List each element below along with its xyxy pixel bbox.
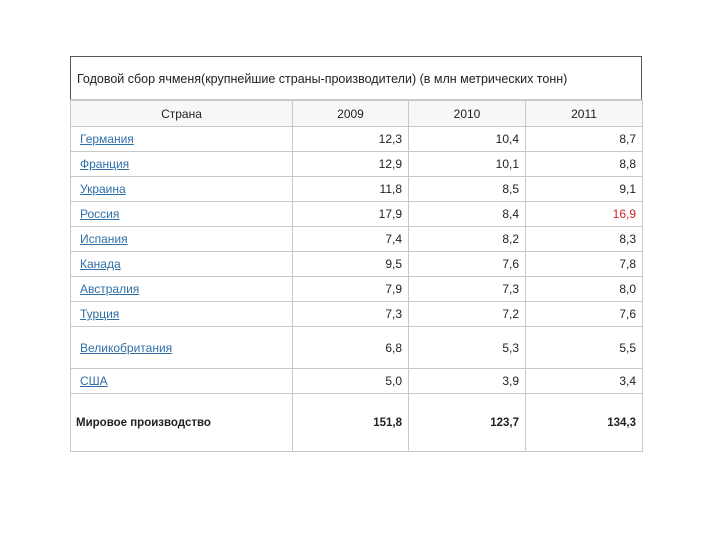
country-link-france[interactable]: Франция	[80, 157, 130, 171]
cell-2009: 5,0	[293, 369, 409, 394]
table-row	[71, 152, 643, 177]
cell-2011: 8,7	[526, 127, 643, 152]
cell-2009: 7,3	[293, 302, 409, 327]
cell-2011: 7,8	[526, 252, 643, 277]
table-row	[71, 177, 643, 202]
table-row	[71, 202, 643, 227]
table-row	[71, 227, 643, 252]
cell-2011: 5,5	[526, 327, 643, 369]
cell-2009: 17,9	[293, 202, 409, 227]
country-link-spain[interactable]: Испания	[80, 232, 128, 246]
cell-2009: 6,8	[293, 327, 409, 369]
header-2009: 2009	[293, 101, 409, 127]
cell-2009: 7,4	[293, 227, 409, 252]
header-2011: 2011	[526, 101, 643, 127]
country-link-turkey[interactable]: Турция	[80, 307, 120, 321]
table-row	[71, 327, 643, 369]
country-link-canada[interactable]: Канада	[80, 257, 121, 271]
cell-2009: 12,3	[293, 127, 409, 152]
total-2009: 151,8	[293, 394, 409, 452]
cell-2009: 11,8	[293, 177, 409, 202]
cell-2010: 8,4	[409, 202, 526, 227]
table-row	[71, 369, 643, 394]
country-link-uk[interactable]: Великобритания	[80, 340, 173, 355]
cell-2010: 10,1	[409, 152, 526, 177]
cell-2009: 7,9	[293, 277, 409, 302]
header-country: Страна	[71, 101, 293, 127]
total-label: Мировое производство	[71, 394, 293, 452]
cell-2010: 7,6	[409, 252, 526, 277]
country-link-usa[interactable]: США	[80, 374, 108, 388]
cell-2010: 8,5	[409, 177, 526, 202]
cell-2010: 7,2	[409, 302, 526, 327]
table-row	[71, 127, 643, 152]
cell-2011: 8,3	[526, 227, 643, 252]
cell-2011-highlight: 16,9	[526, 202, 643, 227]
table-row	[71, 302, 643, 327]
cell-2011: 7,6	[526, 302, 643, 327]
table-caption: Годовой сбор ячменя(крупнейшие страны-производители) (в млн метрических тонн)	[70, 56, 642, 100]
country-link-ukraine[interactable]: Украина	[80, 182, 126, 196]
cell-2009: 9,5	[293, 252, 409, 277]
header-2010: 2010	[409, 101, 526, 127]
cell-2010: 7,3	[409, 277, 526, 302]
total-2011: 134,3	[526, 394, 643, 452]
cell-2011: 8,8	[526, 152, 643, 177]
country-link-russia[interactable]: Россия	[80, 207, 120, 221]
header-row	[71, 101, 643, 127]
total-2010: 123,7	[409, 394, 526, 452]
cell-2010: 3,9	[409, 369, 526, 394]
country-link-germany[interactable]: Германия	[80, 132, 134, 146]
cell-2011: 9,1	[526, 177, 643, 202]
cell-2011: 3,4	[526, 369, 643, 394]
country-link-australia[interactable]: Австралия	[80, 282, 140, 296]
cell-2009: 12,9	[293, 152, 409, 177]
table-row	[71, 277, 643, 302]
total-row	[71, 394, 643, 452]
barley-table-container	[70, 56, 642, 452]
table-row	[71, 252, 643, 277]
cell-2010: 10,4	[409, 127, 526, 152]
cell-2010: 8,2	[409, 227, 526, 252]
barley-production-table	[70, 100, 643, 452]
cell-2011: 8,0	[526, 277, 643, 302]
cell-2010: 5,3	[409, 327, 526, 369]
